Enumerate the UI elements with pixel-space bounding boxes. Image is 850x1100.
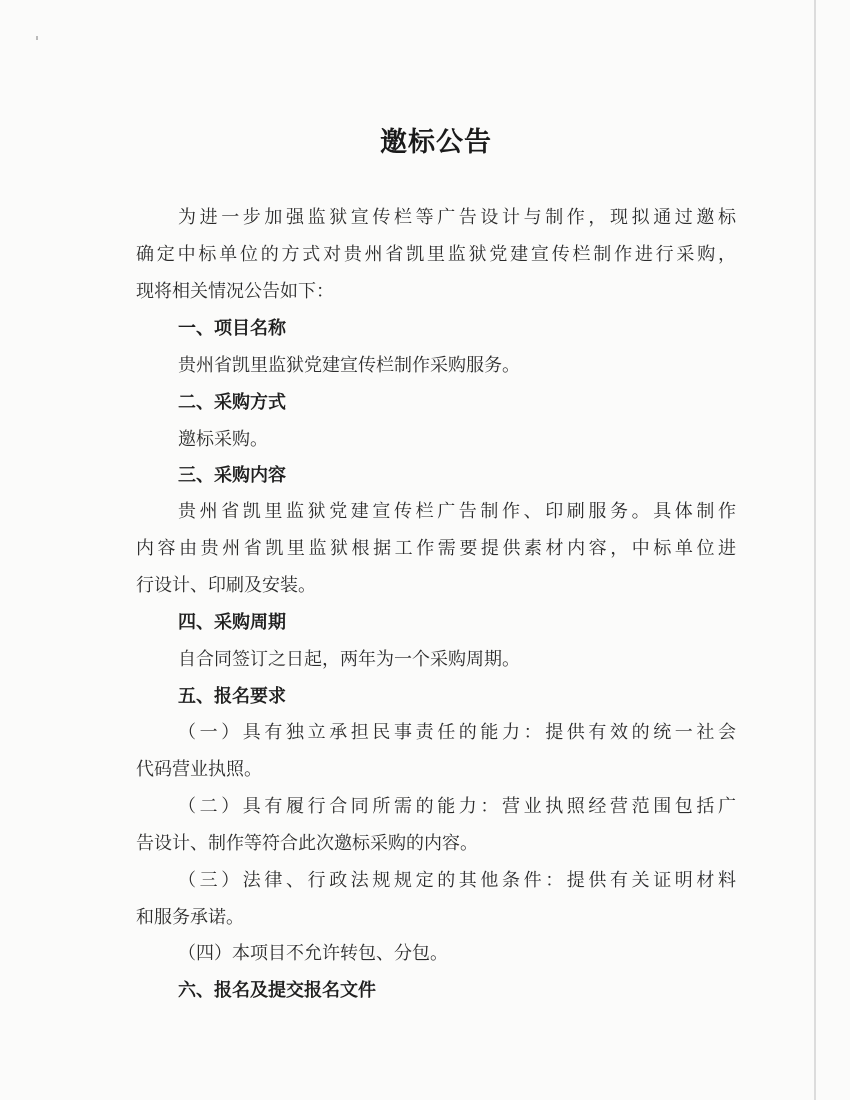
paragraph-line: 和服务承诺。 — [136, 907, 244, 928]
intro-line: 现将相关情况公告如下： — [136, 281, 334, 302]
paragraph-line: （二）具有履行合同所需的能力：营业执照经营范围包括广 — [178, 796, 736, 817]
paragraph-line: 内容由贵州省凯里监狱根据工作需要提供素材内容，中标单位进 — [136, 538, 736, 559]
paragraph-line: 邀标采购。 — [178, 429, 268, 450]
paragraph-line: 行设计、印刷及安装。 — [136, 575, 316, 596]
paragraph-line: 贵州省凯里监狱党建宣传栏广告制作、印刷服务。具体制作 — [178, 501, 736, 522]
section-heading-procurement-period: 四、采购周期 — [178, 612, 286, 633]
section-heading-procurement-content: 三、采购内容 — [178, 465, 286, 486]
intro-line: 确定中标单位的方式对贵州省凯里监狱党建宣传栏制作进行采购， — [136, 244, 736, 265]
paragraph-line: 贵州省凯里监狱党建宣传栏制作采购服务。 — [178, 355, 520, 376]
paragraph-line: 自合同签订之日起，两年为一个采购周期。 — [178, 649, 520, 670]
section-heading-registration-submission: 六、报名及提交报名文件 — [178, 980, 376, 1001]
paragraph-line: （三）法律、行政法规规定的其他条件：提供有关证明材料 — [178, 870, 736, 891]
paragraph-line: 告设计、制作等符合此次邀标采购的内容。 — [136, 833, 478, 854]
paragraph-line: （四）本项目不允许转包、分包。 — [178, 943, 448, 964]
page-title: 邀标公告 — [380, 127, 492, 158]
page-edge — [814, 0, 816, 1100]
section-heading-procurement-method: 二、采购方式 — [178, 392, 286, 413]
paragraph-line: （一）具有独立承担民事责任的能力：提供有效的统一社会 — [178, 722, 736, 743]
section-heading-registration-requirements: 五、报名要求 — [178, 686, 286, 707]
scan-mark — [36, 36, 38, 40]
intro-line: 为进一步加强监狱宣传栏等广告设计与制作，现拟通过邀标 — [178, 207, 736, 228]
section-heading-project-name: 一、项目名称 — [178, 318, 286, 339]
paragraph-line: 代码营业执照。 — [136, 759, 262, 780]
